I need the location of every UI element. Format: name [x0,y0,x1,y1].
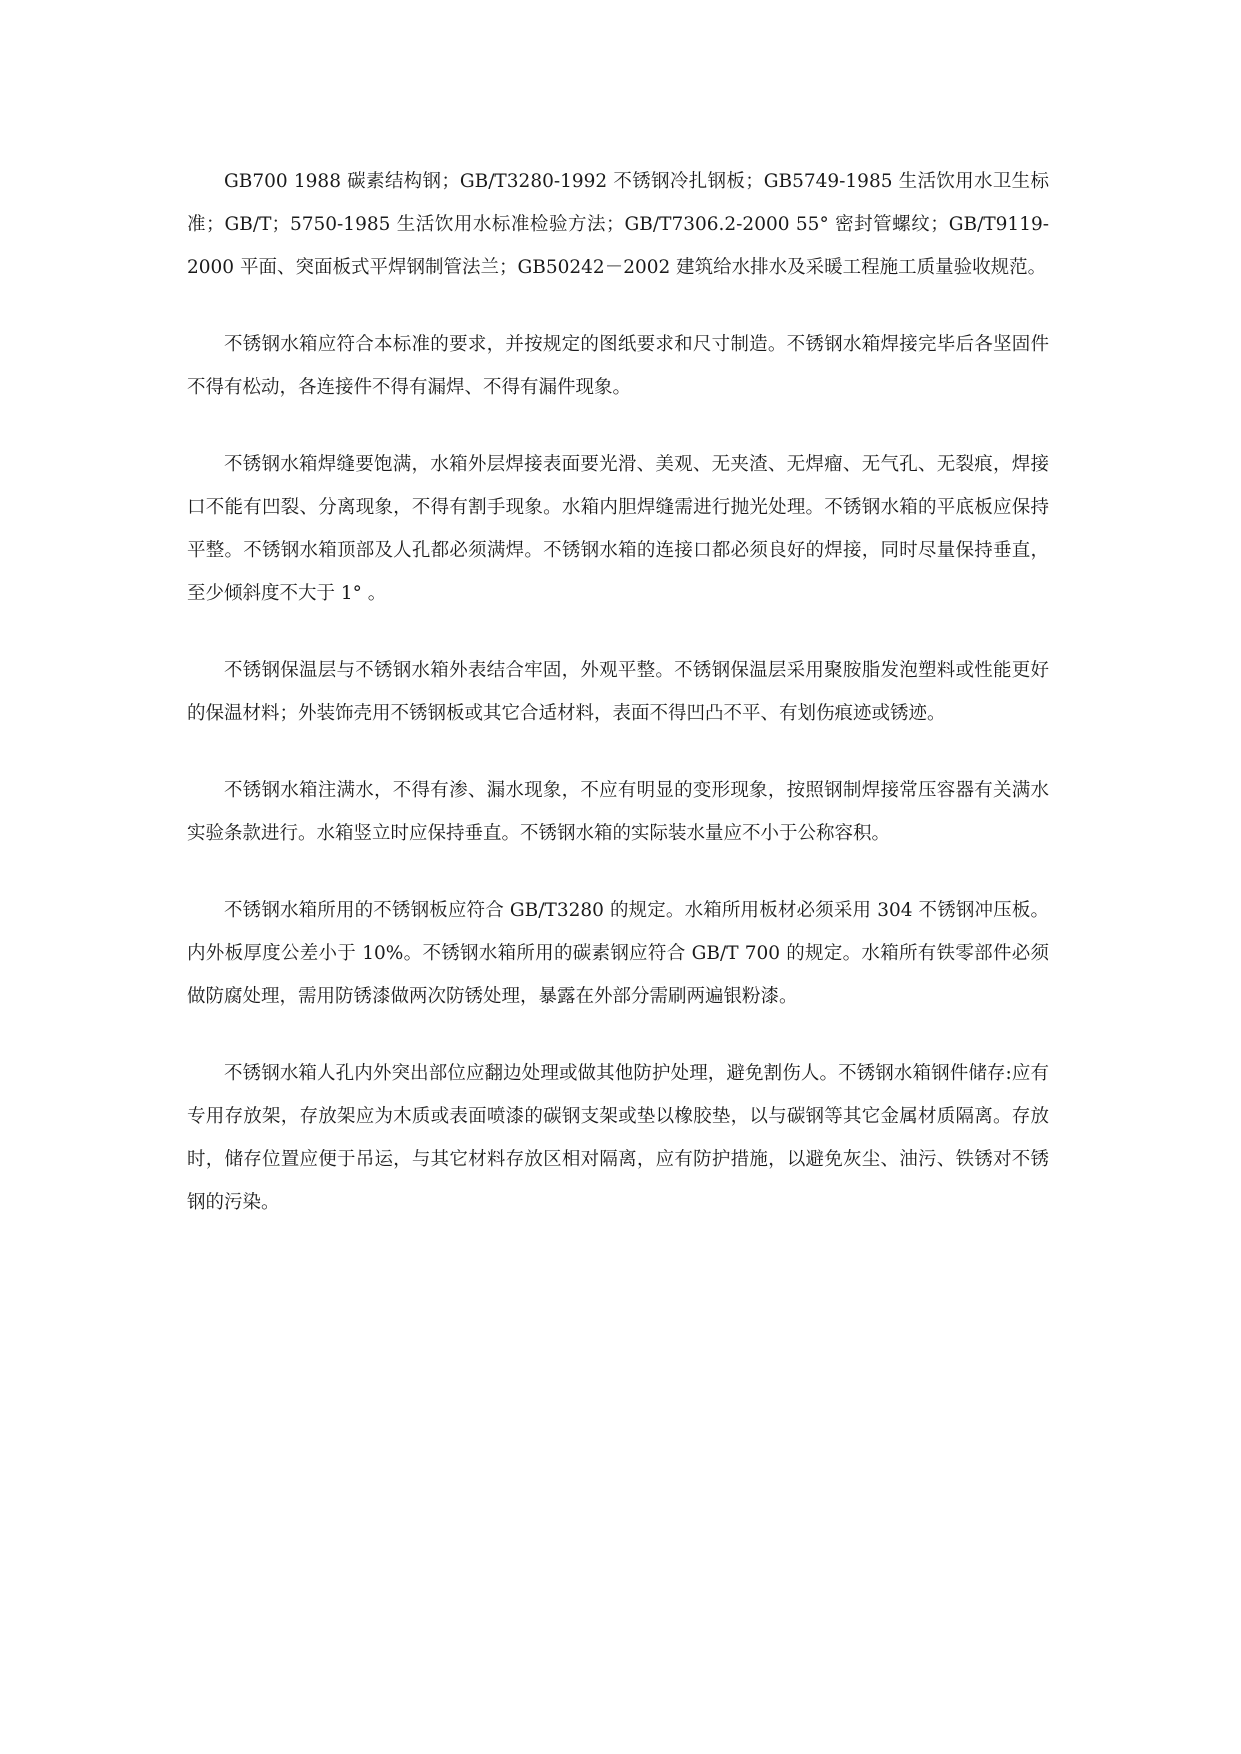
paragraph-manufacturing: 不锈钢水箱应符合本标准的要求，并按规定的图纸要求和尺寸制造。不锈钢水箱焊接完毕后各坚固件不得有松动，各连接件不得有漏焊、不得有漏件现象。 [187,334,1049,398]
paragraph-materials: 不锈钢水箱所用的不锈钢板应符合 GB/T3280 的规定。水箱所用板材必须采用 304 不锈钢冲压板。内外板厚度公差小于 10%。不锈钢水箱所用的碳素钢应符合 GB/T 700 的规定。水箱所有铁零部件必须做防腐处理，需用防锈漆做两次防锈处理，暴露在外部分需刷两遍银粉漆。 [187,900,1049,1007]
paragraph-standards: GB700 1988 碳素结构钢；GB/T3280-1992 不锈钢冷扎钢板；GB5749-1985 生活饮用水卫生标准；GB/T；5750-1985 生活饮用水标准检验方法；GB/T7306.2-2000 55° 密封管螺纹；GB/T9119-2000 平面、突面板式平焊钢制管法兰；GB50242－2002 建筑给水排水及采暖工程施工质量验收规范。 [187,171,1049,278]
paragraph-storage: 不锈钢水箱人孔内外突出部位应翻边处理或做其他防护处理，避免割伤人。不锈钢水箱钢件储存:应有专用存放架，存放架应为木质或表面喷漆的碳钢支架或垫以橡胶垫，以与碳钢等其它金属材质隔离。存放时，储存位置应便于吊运，与其它材料存放区相对隔离，应有防护措施，以避免灰尘、油污、铁锈对不锈钢的污染。 [187,1063,1049,1213]
paragraph-water-test: 不锈钢水箱注满水，不得有渗、漏水现象，不应有明显的变形现象，按照钢制焊接常压容器有关满水实验条款进行。水箱竖立时应保持垂直。不锈钢水箱的实际装水量应不小于公称容积。 [187,780,1049,844]
paragraph-welding: 不锈钢水箱焊缝要饱满，水箱外层焊接表面要光滑、美观、无夹渣、无焊瘤、无气孔、无裂痕，焊接口不能有凹裂、分离现象，不得有割手现象。水箱内胆焊缝需进行抛光处理。不锈钢水箱的平底板应保持平整。不锈钢水箱顶部及人孔都必须满焊。不锈钢水箱的连接口都必须良好的焊接，同时尽量保持垂直，至少倾斜度不大于 1° 。 [187,454,1049,604]
document-body [187,160,1049,1258]
paragraph-insulation: 不锈钢保温层与不锈钢水箱外表结合牢固，外观平整。不锈钢保温层采用聚胺脂发泡塑料或性能更好的保温材料；外装饰壳用不锈钢板或其它合适材料，表面不得凹凸不平、有划伤痕迹或锈迹。 [187,660,1049,724]
